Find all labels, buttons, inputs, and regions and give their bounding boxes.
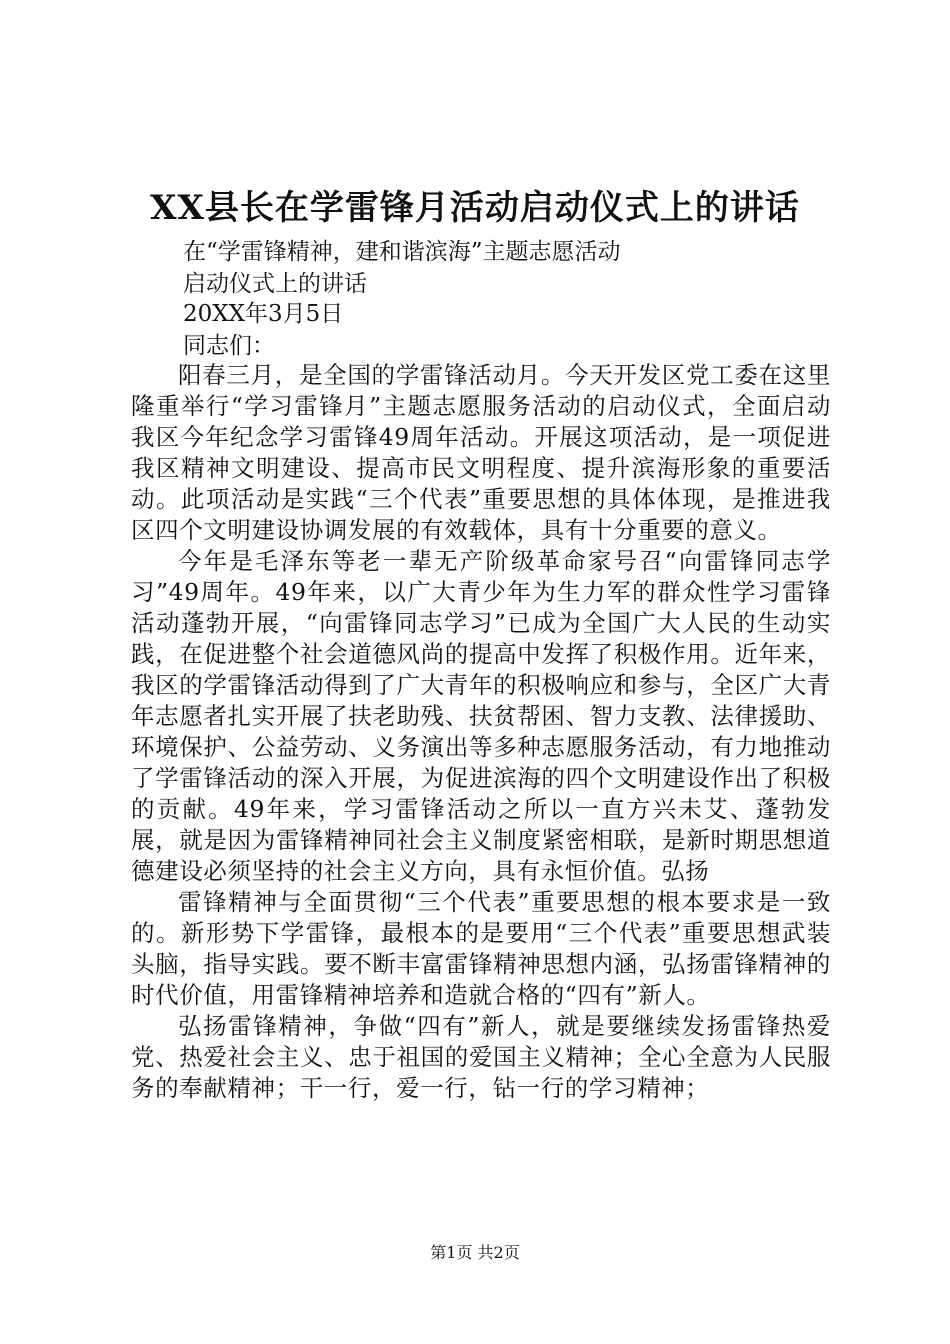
speech-date: 20XX年3月5日: [183, 301, 344, 327]
salutation: 同志们：: [183, 333, 275, 359]
page-footer: 第1页 共2页: [430, 1243, 520, 1262]
paragraph: 雷锋精神与全面贯彻“三个代表”重要思想的根本要求是一致的。新形势下学雷锋，最根本的是要用“三个代表”重要思想武装头脑，指导实践。要不断丰富雷锋精神思想内涵，弘扬雷锋精神的时代价值，用雷锋精神培养和造就合格的“四有”新人。: [131, 888, 831, 1009]
subtitle-line-2: 启动仪式上的讲话: [183, 271, 367, 297]
subtitle-line-1: 在“学雷锋精神，建和谐滨海”主题志愿活动: [183, 239, 621, 265]
paragraph: 今年是毛泽东等老一辈无产阶级革命家号召“向雷锋同志学习”49周年。49年来，以广大青少年为生力军的群众性学习雷锋活动蓬勃开展，“向雷锋同志学习”已成为全国广大人民的生动实践，在促进整个社会道德风尚的提高中发挥了积极作用。近年来，我区的学雷锋活动得到了广大青年的积极响应和参与，全区广大青年志愿者扎实开展了扶老助残、扶贫帮困、智力支教、法律援助、环境保护、公益劳动、义务演出等多种志愿服务活动，有力地推动了学雷锋活动的深入开展，为促进滨海的四个文明建设作出了积极的贡献。49年来，学习雷锋活动之所以一直方兴未艾、蓬勃发展，就是因为雷锋精神同社会主义制度紧密相联，是新时期思想道德建设必须坚持的社会主义方向，具有永恒价值。弘扬: [131, 547, 831, 885]
paragraph: 阳春三月，是全国的学雷锋活动月。今天开发区党工委在这里隆重举行“学习雷锋月”主题志愿服务活动的启动仪式，全面启动我区今年纪念学习雷锋49周年活动。开展这项活动，是一项促进我区精神文明建设、提高市民文明程度、提升滨海形象的重要活动。此项活动是实践“三个代表”重要思想的具体体现，是推进我区四个文明建设协调发展的有效载体，具有十分重要的意义。: [131, 361, 831, 544]
document-title: XX县长在学雷锋月活动启动仪式上的讲话: [150, 188, 800, 228]
paragraph: 弘扬雷锋精神，争做“四有”新人，就是要继续发扬雷锋热爱党、热爱社会主义、忠于祖国的爱国主义精神；全心全意为人民服务的奉献精神；干一行，爱一行，钻一行的学习精神；: [131, 1012, 831, 1102]
speech-body: [131, 360, 831, 1104]
